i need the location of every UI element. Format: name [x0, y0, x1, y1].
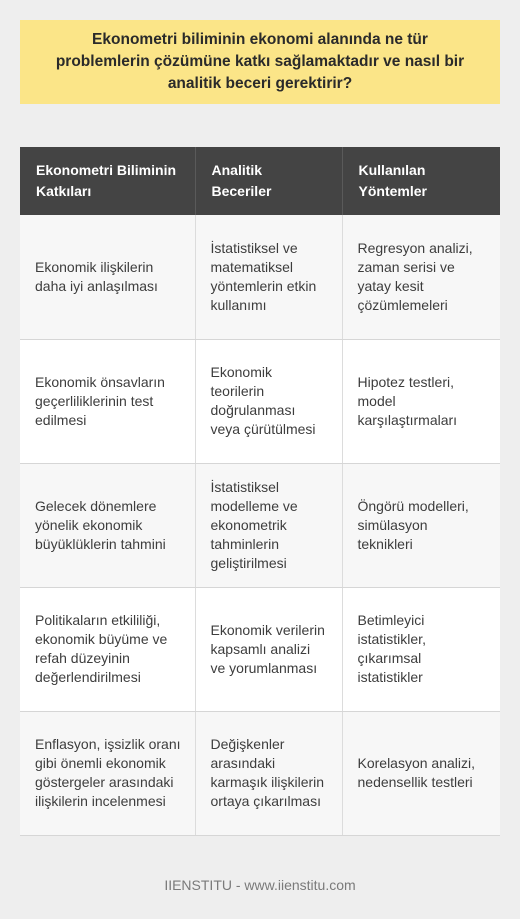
table-cell: İstatistiksel ve matematiksel yöntemlerin etkin kullanımı [195, 215, 342, 339]
table-row [20, 711, 500, 835]
column-header: Ekonometri Biliminin Katkıları [20, 147, 195, 215]
table-cell: Regresyon analizi, zaman serisi ve yatay kesit çözümlemeleri [342, 215, 500, 339]
table-row [20, 339, 500, 463]
table-cell: Gelecek dönemlere yönelik ekonomik büyüklüklerin tahmini [20, 463, 195, 587]
table-row [20, 215, 500, 339]
comparison-table [20, 147, 500, 836]
footer-credit: IIENSTITU - www.iienstitu.com [164, 877, 356, 893]
page-title: Ekonometri biliminin ekonomi alanında ne tür problemlerin çözümüne katkı sağlamaktadır ve nasıl bir analitik beceri gerektirir? [55, 31, 465, 92]
table-cell: Hipotez testleri, model karşılaştırmaları [342, 339, 500, 463]
title-banner [20, 20, 500, 104]
table-cell: Ekonomik ilişkilerin daha iyi anlaşılması [20, 215, 195, 339]
table-cell: Politikaların etkililiği, ekonomik büyüme ve refah düzeyinin değerlendirilmesi [20, 587, 195, 711]
table-row [20, 463, 500, 587]
table-cell: İstatistiksel modelleme ve ekonometrik tahminlerin geliştirilmesi [195, 463, 342, 587]
table-cell: Öngörü modelleri, simülasyon teknikleri [342, 463, 500, 587]
table-cell: Ekonomik önsavların geçerliliklerinin test edilmesi [20, 339, 195, 463]
table-cell: Betimleyici istatistikler, çıkarımsal istatistikler [342, 587, 500, 711]
table-cell: Ekonomik teorilerin doğrulanması veya çürütülmesi [195, 339, 342, 463]
column-header: Analitik Beceriler [195, 147, 342, 215]
table-cell: Ekonomik verilerin kapsamlı analizi ve yorumlanması [195, 587, 342, 711]
table-cell: Değişkenler arasındaki karmaşık ilişkilerin ortaya çıkarılması [195, 711, 342, 835]
table-header-row [20, 147, 500, 215]
table-row [20, 587, 500, 711]
column-header: Kullanılan Yöntemler [342, 147, 500, 215]
table-cell: Enflasyon, işsizlik oranı gibi önemli ekonomik göstergeler arasındaki ilişkilerin incelenmesi [20, 711, 195, 835]
table-cell: Korelasyon analizi, nedensellik testleri [342, 711, 500, 835]
